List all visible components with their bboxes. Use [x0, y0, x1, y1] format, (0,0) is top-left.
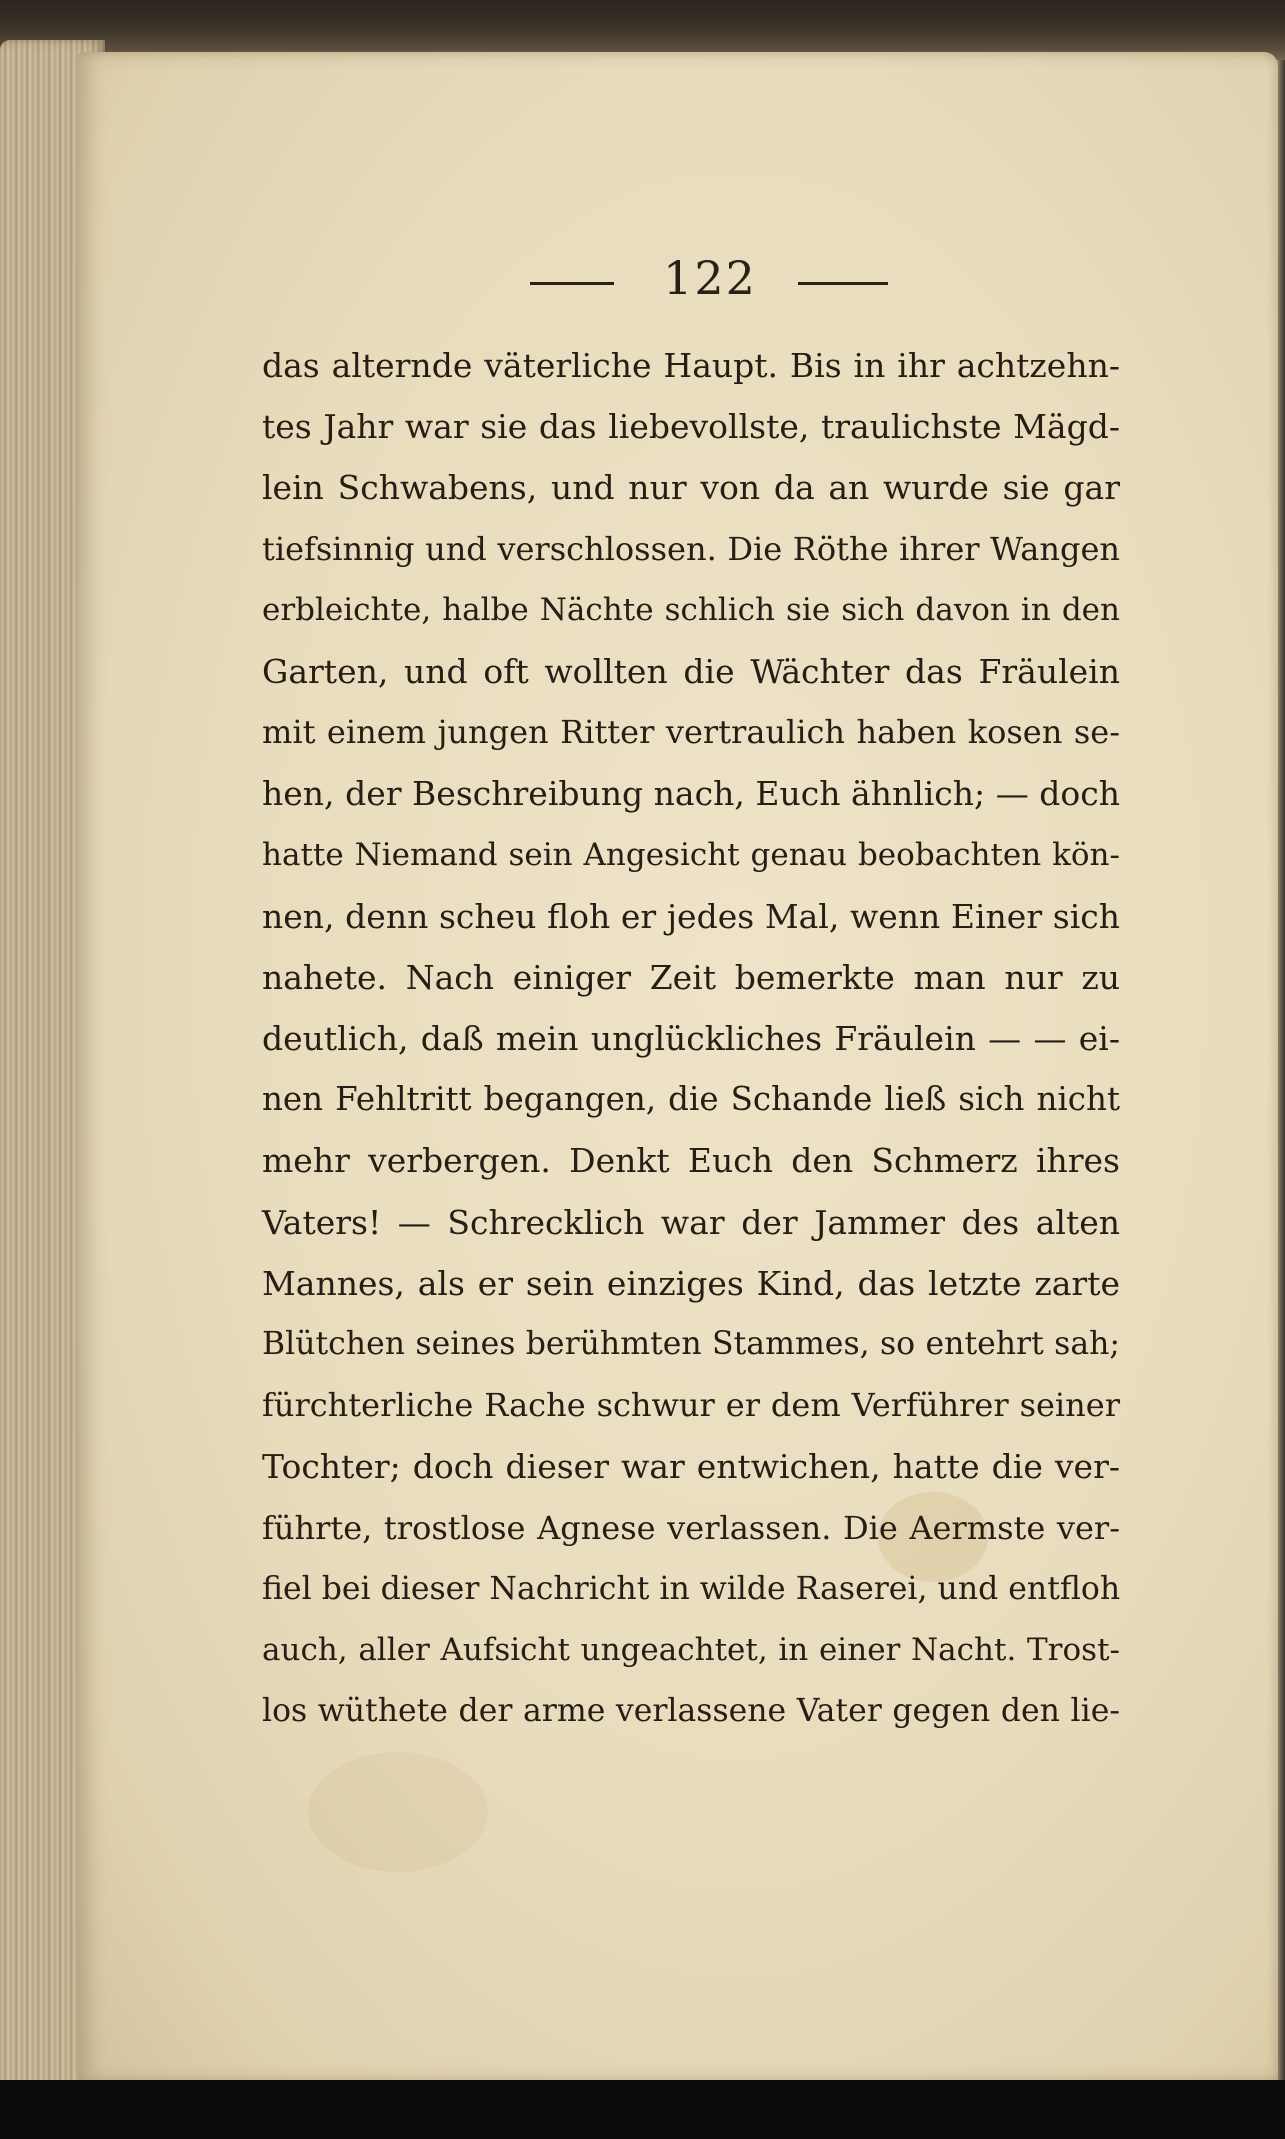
text-line: tiefsinnig und verschlossen. Die Röthe ihrer Wangen: [262, 529, 1120, 568]
page-header: [530, 250, 890, 310]
text-line: nen Fehltritt begangen, die Schande ließ sich nicht: [262, 1080, 1120, 1119]
text-line: Vaters! — Schrecklich war der Jammer des alten: [262, 1202, 1120, 1242]
text-line: lein Schwabens, und nur von da an wurde sie gar: [262, 468, 1120, 508]
body-text: [262, 335, 1120, 1742]
text-line: führte, trostlose Agnese verlassen. Die Aermste ver-: [262, 1508, 1120, 1547]
text-line: mehr verbergen. Denkt Euch den Schmerz ihres: [262, 1141, 1120, 1181]
text-line: mit einem jungen Ritter vertraulich haben kosen se-: [262, 713, 1120, 752]
header-rule-left: [530, 282, 614, 285]
text-line: nahete. Nach einiger Zeit bemerkte man nur zu: [262, 957, 1120, 997]
text-line: erbleichte, halbe Nächte schlich sie sich davon in den: [262, 591, 1120, 628]
text-line: das alternde väterliche Haupt. Bis in ihr achtzehn-: [262, 346, 1120, 385]
header-rule-right: [798, 282, 888, 285]
text-line: tes Jahr war sie das liebevollste, traulichste Mägd-: [262, 407, 1120, 447]
text-line: hen, der Beschreibung nach, Euch ähnlich; — doch: [262, 774, 1120, 814]
paper-stain: [308, 1752, 488, 1872]
text-line: nen, denn scheu floh er jedes Mal, wenn Einer sich: [262, 896, 1120, 936]
text-line: Tochter; doch dieser war entwichen, hatte die ver-: [262, 1447, 1120, 1487]
text-line: Blütchen seines berühmten Stammes, so entehrt sah;: [262, 1326, 1120, 1362]
text-line: deutlich, daß mein unglückliches Fräulein — — ei-: [262, 1019, 1120, 1059]
text-line: fürchterliche Rache schwur er dem Verführer seiner: [262, 1386, 1120, 1425]
text-line: Mannes, als er sein einziges Kind, das letzte zarte: [262, 1263, 1120, 1303]
text-line: Garten, und oft wollten die Wächter das Fräulein: [262, 651, 1120, 691]
bottom-shadow: [0, 2080, 1285, 2139]
page-number: 122: [663, 251, 757, 305]
text-line: hatte Niemand sein Angesicht genau beobachten kön-: [262, 836, 1120, 873]
text-line: fiel bei dieser Nachricht in wilde Raserei, und entfloh: [262, 1570, 1121, 1607]
text-line: auch, aller Aufsicht ungeachtet, in einer Nacht. Trost-: [262, 1631, 1120, 1668]
text-line: los wüthete der arme verlassene Vater gegen den lie-: [262, 1693, 1120, 1730]
